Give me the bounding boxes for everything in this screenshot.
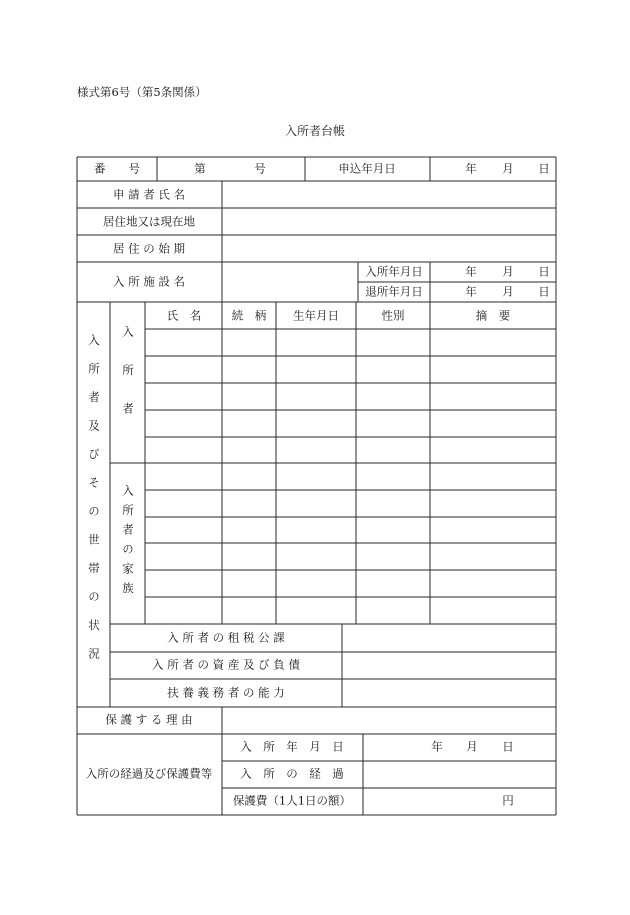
form-id: 様式第6号（第5条関係） (77, 85, 207, 99)
col-gender: 性別 (381, 308, 405, 323)
facility-label: 入 所 施 設 名 (112, 274, 186, 289)
progress-label: 入所の経過及び保護費等 (85, 766, 213, 781)
apply-month: 月 (502, 161, 514, 176)
fee-label: 保護費（1人1日の額） (232, 793, 352, 808)
apply-date-label: 申込年月日 (338, 161, 396, 176)
progress-day: 日 (502, 739, 514, 754)
col-relation: 続 柄 (231, 308, 267, 323)
assets-label: 入 所 者 の 資 産 及 び 負 債 (152, 657, 300, 672)
admission-month: 月 (502, 264, 514, 279)
apply-day: 日 (538, 161, 550, 176)
admission-year: 年 (465, 264, 477, 279)
admittee-label: 入所者 (121, 325, 135, 441)
col-birthdate: 生年月日 (293, 308, 339, 323)
applicant-name-label: 申 請 者 氏 名 (112, 187, 186, 202)
page-title: 入所者台帳 (284, 124, 345, 138)
discharge-day: 日 (538, 284, 550, 299)
protection-reason-label: 保 護 す る 理 由 (105, 712, 193, 727)
number-suffix: 号 (254, 161, 266, 176)
progress-month: 月 (466, 739, 478, 754)
admission-day: 日 (538, 264, 550, 279)
course-label: 入 所 の 経 過 (240, 766, 344, 781)
progress-admission-date-label: 入 所 年 月 日 (240, 739, 344, 754)
tax-label: 入 所 者 の 租 税 公 課 (167, 630, 285, 645)
col-name: 氏 名 (166, 308, 202, 323)
number-prefix: 第 (194, 161, 206, 176)
discharge-year: 年 (465, 284, 477, 299)
discharge-month: 月 (502, 284, 514, 299)
household-side-label: 入所者及びその世帯の状況 (87, 334, 101, 676)
family-label: 入所者の家族 (121, 484, 135, 602)
number-label: 番 号 (94, 161, 140, 176)
apply-year: 年 (465, 161, 477, 176)
progress-year: 年 (431, 739, 443, 754)
residence-start-label: 居 住 の 始 期 (112, 241, 186, 256)
residence-label: 居住地又は現在地 (103, 214, 195, 229)
support-label: 扶 養 義 務 者 の 能 力 (167, 685, 285, 700)
yen-label: 円 (502, 793, 514, 808)
admission-date-label: 入所年月日 (365, 264, 423, 279)
col-remarks: 摘 要 (475, 308, 511, 323)
discharge-date-label: 退所年月日 (365, 284, 423, 299)
